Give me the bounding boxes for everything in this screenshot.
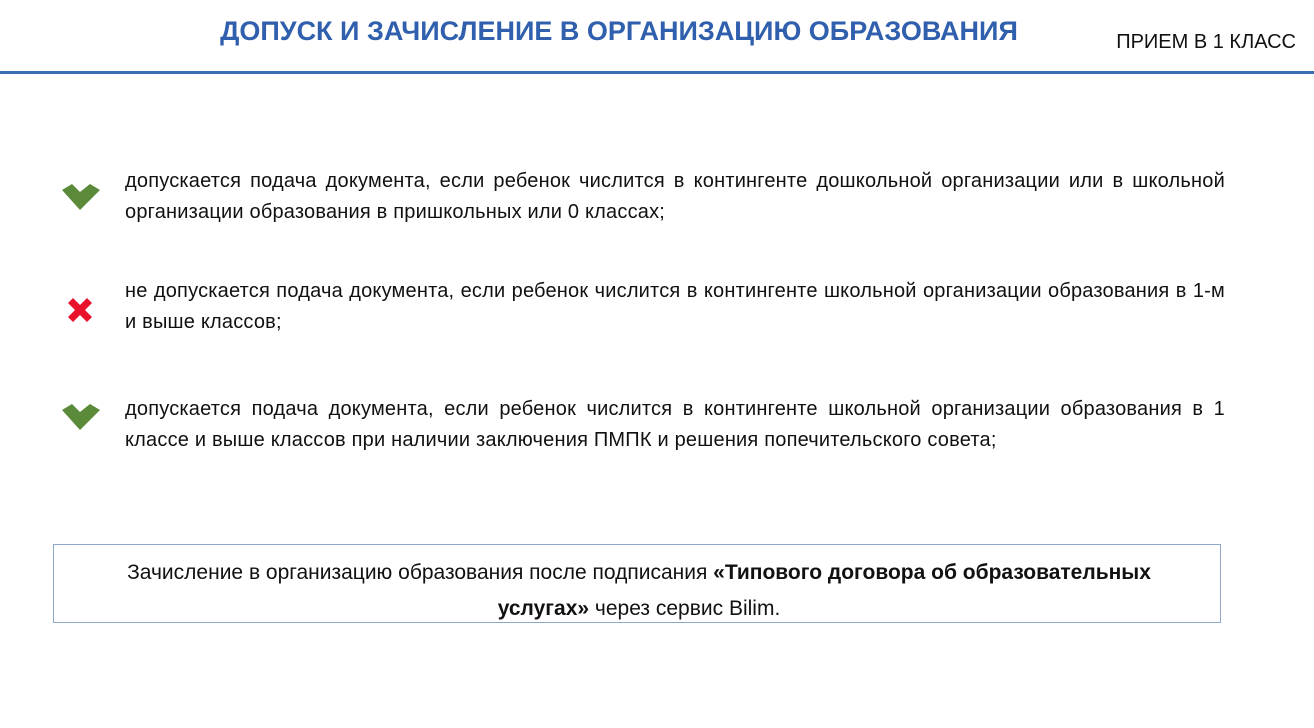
note-prefix: Зачисление в организацию образования после подписания [127, 561, 714, 584]
cross-icon [60, 288, 100, 328]
enrollment-note-text [84, 555, 1194, 627]
check-icon [60, 178, 100, 218]
rule-text: допускается подача документа, если ребенок числится в контингенте школьной организации образования в 1 классе и выше классов при наличии заключения ПМПК и решения попечительского совета; [125, 398, 1225, 451]
rule-text: допускается подача документа, если ребенок числится в контингенте дошкольной организации или в школьной организации образования в пришкольных или 0 классах; [125, 170, 1225, 223]
rule-text: не допускается подача документа, если ребенок числится в контингенте школьной организации образования в 1-м и выше классов; [125, 280, 1225, 333]
enrollment-note-box [53, 544, 1221, 623]
check-icon [60, 398, 100, 438]
page-subtitle: ПРИЕМ В 1 КЛАСС [1116, 31, 1296, 53]
note-suffix: через сервис Bilim. [589, 597, 781, 620]
note-contract-name: «Типового договора об образовательных услугах» [497, 561, 1151, 620]
header-divider [0, 71, 1314, 74]
page-title: ДОПУСК И ЗАЧИСЛЕНИЕ В ОРГАНИЗАЦИЮ ОБРАЗОВАНИЯ [220, 16, 1018, 46]
